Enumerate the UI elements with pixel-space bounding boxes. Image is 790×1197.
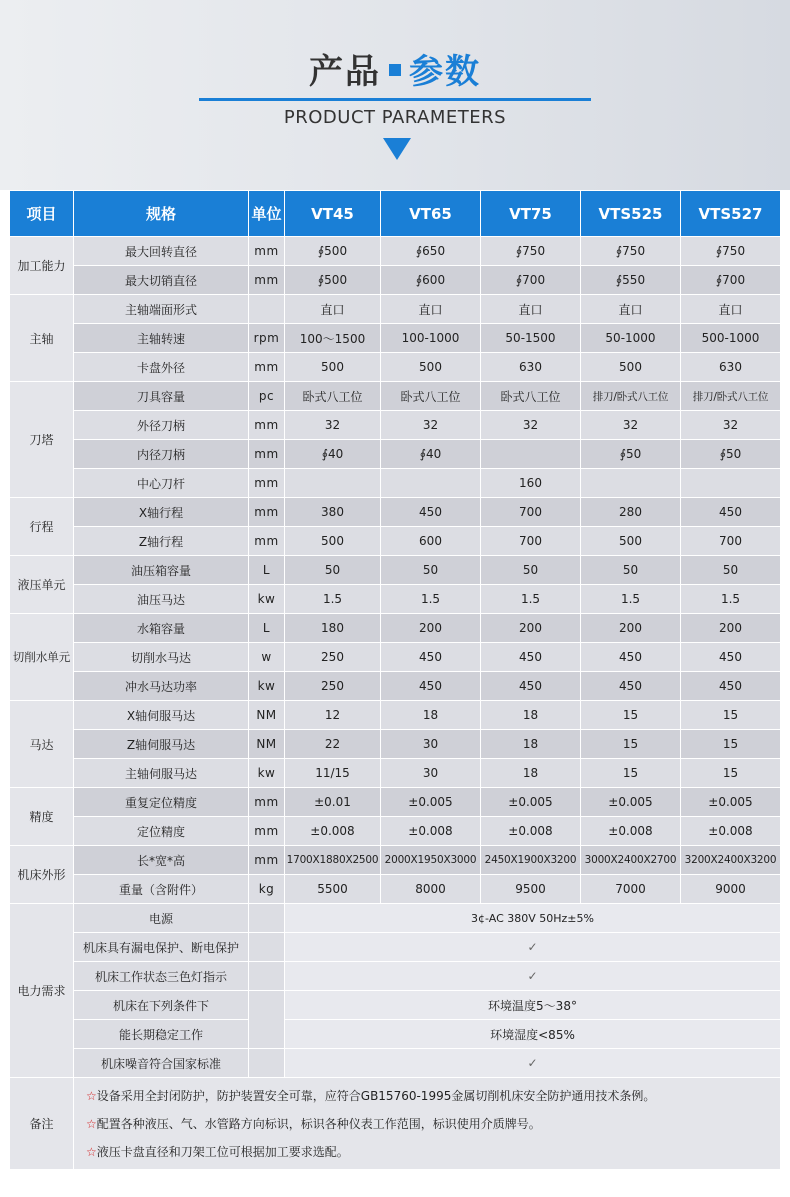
unit-cell: pc xyxy=(249,382,285,411)
square-icon xyxy=(389,64,401,76)
unit-cell xyxy=(249,962,285,991)
value-cell: ±0.008 xyxy=(285,817,381,846)
spec-cell: 刀具容量 xyxy=(74,382,249,411)
value-cell: 直口 xyxy=(285,295,381,324)
value-cell: 卧式八工位 xyxy=(381,382,481,411)
value-cell: 直口 xyxy=(481,295,581,324)
value-cell: 环境温度5～38° xyxy=(285,991,781,1020)
note-item: ☆液压卡盘直径和刀架工位可根据加工要求选配。 xyxy=(86,1144,349,1159)
unit-cell: mm xyxy=(249,411,285,440)
unit-cell: mm xyxy=(249,527,285,556)
value-cell: 500 xyxy=(285,353,381,382)
note-item: ☆配置各种液压、气、水管路方向标识，标识各种仪表工作范围，标识使用介质牌号。 xyxy=(86,1116,541,1131)
unit-cell: mm xyxy=(249,469,285,498)
value-cell: 1.5 xyxy=(681,585,781,614)
value-cell: 50 xyxy=(381,556,481,585)
value-cell: ∮600 xyxy=(381,266,481,295)
table-row xyxy=(10,237,781,266)
unit-cell xyxy=(249,1049,285,1078)
value-cell: ±0.01 xyxy=(285,788,381,817)
value-cell: ∮700 xyxy=(481,266,581,295)
value-cell: 50 xyxy=(681,556,781,585)
value-cell: 18 xyxy=(481,759,581,788)
group-label: 机床外形 xyxy=(10,846,74,904)
group-label: 切削水单元 xyxy=(10,614,74,701)
value-cell: 450 xyxy=(481,643,581,672)
unit-cell: mm xyxy=(249,846,285,875)
value-cell: 22 xyxy=(285,730,381,759)
value-cell xyxy=(581,469,681,498)
value-cell: 32 xyxy=(681,411,781,440)
value-cell: 30 xyxy=(381,730,481,759)
value-cell: 180 xyxy=(285,614,381,643)
value-cell: 18 xyxy=(481,730,581,759)
unit-cell: mm xyxy=(249,498,285,527)
spec-cell: 主轴转速 xyxy=(74,324,249,353)
value-cell: 50 xyxy=(481,556,581,585)
spec-cell: 油压箱容量 xyxy=(74,556,249,585)
value-cell: 8000 xyxy=(381,875,481,904)
group-label: 备注 xyxy=(10,1078,74,1170)
value-cell: 450 xyxy=(581,643,681,672)
value-cell: 50-1500 xyxy=(481,324,581,353)
value-cell: 32 xyxy=(481,411,581,440)
value-cell: 2000X1950X3000 xyxy=(381,846,481,875)
unit-cell: kw xyxy=(249,672,285,701)
value-cell: 15 xyxy=(581,730,681,759)
unit-cell: mm xyxy=(249,353,285,382)
value-cell xyxy=(481,440,581,469)
table-row xyxy=(10,1078,781,1170)
table-row xyxy=(10,353,781,382)
unit-cell: mm xyxy=(249,788,285,817)
value-cell: 450 xyxy=(581,672,681,701)
value-cell xyxy=(381,469,481,498)
table-row xyxy=(10,701,781,730)
value-cell: 50 xyxy=(581,556,681,585)
unit-cell xyxy=(249,991,285,1049)
check-icon: ✓ xyxy=(285,1049,781,1078)
spec-cell: 油压马达 xyxy=(74,585,249,614)
unit-cell: kg xyxy=(249,875,285,904)
value-cell: 700 xyxy=(681,527,781,556)
spec-cell: 主轴伺服马达 xyxy=(74,759,249,788)
value-cell: ∮700 xyxy=(681,266,781,295)
spec-cell: 卡盘外径 xyxy=(74,353,249,382)
value-cell: ±0.005 xyxy=(681,788,781,817)
value-cell: 15 xyxy=(681,730,781,759)
spec-cell: 定位精度 xyxy=(74,817,249,846)
value-cell: 450 xyxy=(681,498,781,527)
value-cell: 450 xyxy=(381,672,481,701)
value-cell: 32 xyxy=(381,411,481,440)
value-cell: ±0.008 xyxy=(381,817,481,846)
table-row xyxy=(10,730,781,759)
title-underline xyxy=(199,98,591,101)
value-cell: 32 xyxy=(581,411,681,440)
col-header: 单位 xyxy=(249,191,285,237)
unit-cell: kw xyxy=(249,759,285,788)
value-cell: 3¢-AC 380V 50Hz±5% xyxy=(285,904,781,933)
value-cell: 1.5 xyxy=(581,585,681,614)
value-cell: 3200X2400X3200 xyxy=(681,846,781,875)
table-row xyxy=(10,672,781,701)
table-row xyxy=(10,817,781,846)
value-cell: ∮750 xyxy=(581,237,681,266)
col-header: 项目 xyxy=(10,191,74,237)
table-row xyxy=(10,440,781,469)
value-cell: ∮500 xyxy=(285,266,381,295)
value-cell: 200 xyxy=(581,614,681,643)
unit-cell: mm xyxy=(249,817,285,846)
unit-cell: w xyxy=(249,643,285,672)
value-cell: 卧式八工位 xyxy=(285,382,381,411)
spec-cell: 内径刀柄 xyxy=(74,440,249,469)
unit-cell: mm xyxy=(249,440,285,469)
value-cell: 450 xyxy=(681,672,781,701)
spec-cell: X轴行程 xyxy=(74,498,249,527)
value-cell: 5500 xyxy=(285,875,381,904)
value-cell: 450 xyxy=(381,498,481,527)
value-cell: 9500 xyxy=(481,875,581,904)
col-header: VTS525 xyxy=(581,191,681,237)
value-cell: ∮750 xyxy=(481,237,581,266)
header-banner xyxy=(0,0,790,190)
value-cell: ∮500 xyxy=(285,237,381,266)
unit-cell: mm xyxy=(249,266,285,295)
value-cell: 1.5 xyxy=(481,585,581,614)
value-cell: 12 xyxy=(285,701,381,730)
value-cell: 700 xyxy=(481,527,581,556)
value-cell: 280 xyxy=(581,498,681,527)
value-cell: 50-1000 xyxy=(581,324,681,353)
spec-cell: 水箱容量 xyxy=(74,614,249,643)
table-row xyxy=(10,904,781,933)
group-label: 马达 xyxy=(10,701,74,788)
spec-cell: 外径刀柄 xyxy=(74,411,249,440)
table-row xyxy=(10,1020,781,1049)
unit-cell: L xyxy=(249,614,285,643)
group-label: 精度 xyxy=(10,788,74,846)
value-cell: 15 xyxy=(581,759,681,788)
value-cell: 直口 xyxy=(381,295,481,324)
value-cell: 450 xyxy=(381,643,481,672)
value-cell: ∮650 xyxy=(381,237,481,266)
group-label: 主轴 xyxy=(10,295,74,382)
table-header-row xyxy=(10,191,781,237)
value-cell: 380 xyxy=(285,498,381,527)
table-row xyxy=(10,266,781,295)
table-row xyxy=(10,788,781,817)
table-row xyxy=(10,991,781,1020)
star-icon: ☆ xyxy=(86,1144,97,1159)
spec-cell: 冲水马达功率 xyxy=(74,672,249,701)
spec-cell: 机床具有漏电保护、断电保护 xyxy=(74,933,249,962)
unit-cell: mm xyxy=(249,237,285,266)
spec-cell: 最大切销直径 xyxy=(74,266,249,295)
spec-cell: 切削水马达 xyxy=(74,643,249,672)
unit-cell: kw xyxy=(249,585,285,614)
value-cell: ∮50 xyxy=(681,440,781,469)
value-cell: 7000 xyxy=(581,875,681,904)
unit-cell xyxy=(249,933,285,962)
table-row xyxy=(10,1049,781,1078)
value-cell: 50 xyxy=(285,556,381,585)
value-cell: 1700X1880X2500 xyxy=(285,846,381,875)
unit-cell: L xyxy=(249,556,285,585)
unit-cell xyxy=(249,295,285,324)
spec-cell: 机床在下列条件下 xyxy=(74,991,249,1020)
spec-cell: 能长期稳定工作 xyxy=(74,1020,249,1049)
table-row xyxy=(10,324,781,353)
value-cell: 11/15 xyxy=(285,759,381,788)
value-cell: 600 xyxy=(381,527,481,556)
col-header: VT65 xyxy=(381,191,481,237)
table-row xyxy=(10,498,781,527)
parameters-table xyxy=(9,190,781,1170)
value-cell: 排刀/卧式八工位 xyxy=(681,382,781,411)
col-header: VTS527 xyxy=(681,191,781,237)
unit-cell xyxy=(249,904,285,933)
unit-cell: NM xyxy=(249,701,285,730)
triangle-down-icon xyxy=(383,138,411,160)
group-label: 刀塔 xyxy=(10,382,74,498)
table-row xyxy=(10,933,781,962)
table-row xyxy=(10,469,781,498)
value-cell: 160 xyxy=(481,469,581,498)
group-label: 行程 xyxy=(10,498,74,556)
value-cell: ±0.008 xyxy=(681,817,781,846)
table-row xyxy=(10,556,781,585)
star-icon: ☆ xyxy=(86,1088,97,1103)
value-cell: 30 xyxy=(381,759,481,788)
check-icon: ✓ xyxy=(285,962,781,991)
table-row xyxy=(10,382,781,411)
value-cell: 2450X1900X3200 xyxy=(481,846,581,875)
value-cell: ±0.005 xyxy=(381,788,481,817)
value-cell: ±0.005 xyxy=(481,788,581,817)
value-cell: 1.5 xyxy=(285,585,381,614)
group-label: 加工能力 xyxy=(10,237,74,295)
table-row xyxy=(10,295,781,324)
unit-cell: NM xyxy=(249,730,285,759)
value-cell: ∮40 xyxy=(285,440,381,469)
table-row xyxy=(10,962,781,991)
page-title: 产品 参数 xyxy=(309,52,481,92)
value-cell xyxy=(285,469,381,498)
unit-cell: rpm xyxy=(249,324,285,353)
spec-cell: 机床工作状态三色灯指示 xyxy=(74,962,249,991)
note-item: ☆设备采用全封闭防护，防护装置安全可靠，应符合GB15760-1995金属切削机床安全防护通用技术条例。 xyxy=(86,1088,656,1103)
value-cell: ∮40 xyxy=(381,440,481,469)
spec-cell: 电源 xyxy=(74,904,249,933)
value-cell: 250 xyxy=(285,643,381,672)
value-cell: 200 xyxy=(481,614,581,643)
spec-cell: 最大回转直径 xyxy=(74,237,249,266)
value-cell: 直口 xyxy=(581,295,681,324)
table-row xyxy=(10,527,781,556)
table-row xyxy=(10,846,781,875)
value-cell: ∮550 xyxy=(581,266,681,295)
spec-cell: 重复定位精度 xyxy=(74,788,249,817)
spec-cell: X轴伺服马达 xyxy=(74,701,249,730)
col-header: 规格 xyxy=(74,191,249,237)
value-cell: 18 xyxy=(481,701,581,730)
value-cell: 32 xyxy=(285,411,381,440)
value-cell: 630 xyxy=(681,353,781,382)
value-cell: 18 xyxy=(381,701,481,730)
value-cell: ±0.005 xyxy=(581,788,681,817)
value-cell: 100～1500 xyxy=(285,324,381,353)
notes-block xyxy=(74,1078,781,1170)
value-cell xyxy=(681,469,781,498)
value-cell: 200 xyxy=(381,614,481,643)
table-row xyxy=(10,875,781,904)
group-label: 电力需求 xyxy=(10,904,74,1078)
value-cell: 环境湿度<85% xyxy=(285,1020,781,1049)
col-header: VT45 xyxy=(285,191,381,237)
value-cell: 15 xyxy=(681,759,781,788)
value-cell: 15 xyxy=(581,701,681,730)
star-icon: ☆ xyxy=(86,1116,97,1131)
check-icon: ✓ xyxy=(285,933,781,962)
value-cell: 卧式八工位 xyxy=(481,382,581,411)
col-header: VT75 xyxy=(481,191,581,237)
value-cell: 500 xyxy=(581,527,681,556)
value-cell: 700 xyxy=(481,498,581,527)
value-cell: 排刀/卧式八工位 xyxy=(581,382,681,411)
value-cell: 500-1000 xyxy=(681,324,781,353)
spec-cell: 中心刀杆 xyxy=(74,469,249,498)
value-cell: 3000X2400X2700 xyxy=(581,846,681,875)
page-subtitle: PRODUCT PARAMETERS xyxy=(283,107,507,128)
value-cell: ∮50 xyxy=(581,440,681,469)
spec-cell: 重量（含附件） xyxy=(74,875,249,904)
table-row xyxy=(10,585,781,614)
value-cell: 500 xyxy=(581,353,681,382)
spec-cell: 主轴端面形式 xyxy=(74,295,249,324)
value-cell: ∮750 xyxy=(681,237,781,266)
table-row xyxy=(10,759,781,788)
spec-cell: Z轴伺服马达 xyxy=(74,730,249,759)
value-cell: ±0.008 xyxy=(481,817,581,846)
value-cell: 1.5 xyxy=(381,585,481,614)
value-cell: 250 xyxy=(285,672,381,701)
value-cell: ±0.008 xyxy=(581,817,681,846)
value-cell: 100-1000 xyxy=(381,324,481,353)
table-row xyxy=(10,643,781,672)
value-cell: 450 xyxy=(481,672,581,701)
spec-cell: 长*宽*高 xyxy=(74,846,249,875)
value-cell: 500 xyxy=(381,353,481,382)
value-cell: 9000 xyxy=(681,875,781,904)
group-label: 液压单元 xyxy=(10,556,74,614)
spec-cell: 机床噪音符合国家标准 xyxy=(74,1049,249,1078)
value-cell: 630 xyxy=(481,353,581,382)
value-cell: 450 xyxy=(681,643,781,672)
value-cell: 15 xyxy=(681,701,781,730)
value-cell: 直口 xyxy=(681,295,781,324)
value-cell: 500 xyxy=(285,527,381,556)
value-cell: 200 xyxy=(681,614,781,643)
table-row xyxy=(10,411,781,440)
table-row xyxy=(10,614,781,643)
spec-cell: Z轴行程 xyxy=(74,527,249,556)
